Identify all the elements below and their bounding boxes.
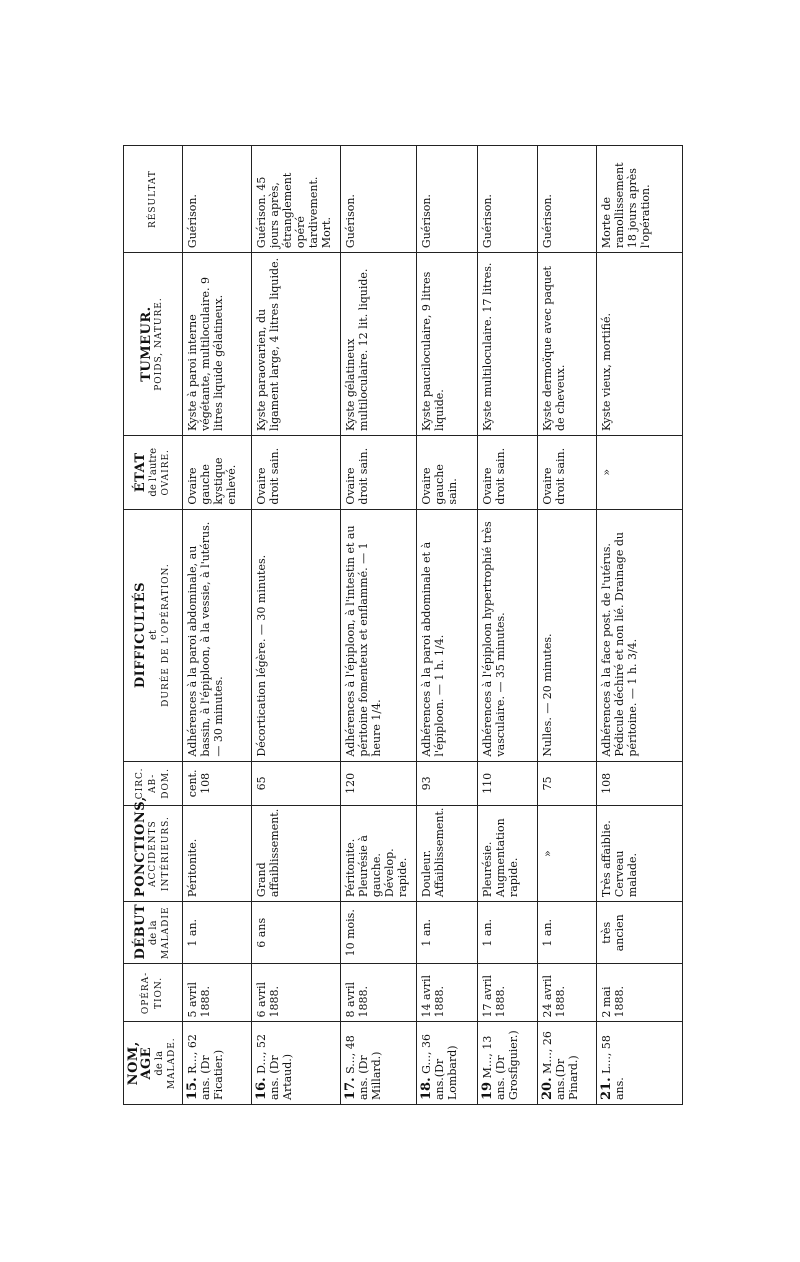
cell-etat: Ovaire droit sain. — [477, 435, 538, 509]
cell-difficultes: Adhérences à la face post. de l'utérus. Pédicule déchiré et non lié. Drainage du péritoine. — 1 h. 3/4. — [596, 509, 682, 761]
cell-tumeur: Kyste dermoïque avec paquet de cheveux. — [538, 253, 597, 436]
cell-ponctions: Très affaiblie. Cerveau malade. — [596, 806, 682, 902]
cell-name: 15. R..., 62 ans. (Dr Ficatier.) — [183, 1022, 252, 1105]
cell-operation: 17 avril 1888. — [477, 964, 538, 1022]
cell-resultat: Guérison. — [183, 146, 252, 253]
cell-tumeur: Kyste multiloculaire. 17 litres. — [477, 253, 538, 436]
header-debut: DÉBUT de la MALADIE — [124, 902, 183, 964]
cell-ponctions: Péritonite. — [183, 806, 252, 902]
cell-difficultes: Adhérences à la paroi abdominale, au bassin, à l'épiploon, à la vessie, à l'utérus. — 30 minutes. — [183, 509, 252, 761]
cell-name: 21. L..., 58 ans. — [596, 1022, 682, 1105]
header-circ: CIRC. AB- DOM. — [124, 761, 183, 806]
cell-tumeur: Kyste pauciloculaire, 9 litres liquide. — [416, 253, 477, 436]
table-row — [416, 146, 477, 1105]
cell-etat: Ovaire droit sain. — [341, 435, 416, 509]
cell-operation: 2 mai 1888. — [596, 964, 682, 1022]
cell-debut: 1 an. — [416, 902, 477, 964]
header-ponctions: PONCTIONS, ACCIDENTS INTÉRIEURS. — [124, 806, 183, 902]
header-etat: ÉTAT de l'autre OVAIRE. — [124, 435, 183, 509]
cell-tumeur: Kyste vieux, mortifié. — [596, 253, 682, 436]
cell-difficultes: Adhérences à l'épiploon, à l'intestin et au péritoine fomenteux et enflammé. — 1 heure 1/4. — [341, 509, 416, 761]
cell-debut: 6 ans — [252, 902, 341, 964]
table-row — [596, 146, 682, 1105]
cell-circ: 75 — [538, 761, 597, 806]
cell-etat: Ovaire gauche kystique enlevé. — [183, 435, 252, 509]
cell-tumeur: Kyste à paroi interne végétante, multiloculaire. 9 litres liquide gélatineux. — [183, 253, 252, 436]
cell-name: 20. M..., 26 ans.(Dr Pinard.) — [538, 1022, 597, 1105]
cell-ponctions: Pleurésie. Augmentation rapide. — [477, 806, 538, 902]
cell-debut: 1 an. — [183, 902, 252, 964]
unit-label: cent. — [186, 769, 199, 798]
cell-debut: 10 mois. — [341, 902, 416, 964]
cell-ponctions: » — [538, 806, 597, 902]
cell-tumeur: Kyste paraovarien, du ligament large, 4 litres liquide. — [252, 253, 341, 436]
cell-name: 18. G..., 36 ans.(Dr Lombard) — [416, 1022, 477, 1105]
cell-resultat: Guérison. — [341, 146, 416, 253]
cell-ponctions: Douleur. Affaiblissement. — [416, 806, 477, 902]
cell-resultat: Guérison. — [477, 146, 538, 253]
table-row — [183, 146, 252, 1105]
cell-difficultes: Décortication légère. — 30 minutes. — [252, 509, 341, 761]
cell-operation: 6 avril 1888. — [252, 964, 341, 1022]
table-row — [252, 146, 341, 1105]
cell-circ: 65 — [252, 761, 341, 806]
cell-resultat: Guérison. — [538, 146, 597, 253]
rotated-table-page — [123, 145, 683, 1105]
cell-circ: 93 — [416, 761, 477, 806]
cell-circ: cent. 108 — [183, 761, 252, 806]
table-header-row — [124, 146, 183, 1105]
cell-operation: 14 avril 1888. — [416, 964, 477, 1022]
table-row — [477, 146, 538, 1105]
table-row — [538, 146, 597, 1105]
cell-operation: 8 avril 1888. — [341, 964, 416, 1022]
cell-resultat: Guérison. 45 jours après, étranglement opéré tardivement. Mort. — [252, 146, 341, 253]
header-operation: OPÉRA- TION. — [124, 964, 183, 1022]
cell-difficultes: Adhérences à la paroi abdominale et à l'épiploon. — 1 h. 1/4. — [416, 509, 477, 761]
header-difficultes: DIFFICULTÉS et DURÉE DE L'OPÉRATION. — [124, 509, 183, 761]
cell-etat: Ovaire droit sain. — [252, 435, 341, 509]
cell-etat: » — [596, 435, 682, 509]
cell-name: 17. S..., 48 ans. (Dr Millard.) — [341, 1022, 416, 1105]
cell-debut: 1 an. — [477, 902, 538, 964]
cell-resultat: Guérison. — [416, 146, 477, 253]
cell-circ: 120 — [341, 761, 416, 806]
cell-ponctions: Grand affaiblissement. — [252, 806, 341, 902]
cell-difficultes: Nulles. — 20 minutes. — [538, 509, 597, 761]
cell-ponctions: Péritonite. Pleurésie à gauche. Dévelop. rapide. — [341, 806, 416, 902]
cell-etat: Ovaire gauche sain. — [416, 435, 477, 509]
header-resultat: RÉSULTAT — [124, 146, 183, 253]
header-name: NOM, AGE de la MALADE. — [124, 1022, 183, 1105]
header-tumeur: TUMEUR. POIDS, NATURE. — [124, 253, 183, 436]
cell-resultat: Morte de ramollissement 18 jours après l'opération. — [596, 146, 682, 253]
cell-debut: très ancien — [596, 902, 682, 964]
cell-operation: 24 avril 1888. — [538, 964, 597, 1022]
cell-tumeur: Kyste gélatineux multiloculaire. 12 lit. liquide. — [341, 253, 416, 436]
table-row — [341, 146, 416, 1105]
ovariotomy-table — [123, 145, 683, 1105]
cell-operation: 5 avril 1888. — [183, 964, 252, 1022]
cell-debut: 1 an. — [538, 902, 597, 964]
cell-circ: 110 — [477, 761, 538, 806]
cell-difficultes: Adhérences à l'épiploon hypertrophié très vasculaire. — 35 minutes. — [477, 509, 538, 761]
cell-name: 19 M..., 13 ans. (Dr Grosfiguier.) — [477, 1022, 538, 1105]
cell-circ: 108 — [596, 761, 682, 806]
cell-etat: Ovaire droit sain. — [538, 435, 597, 509]
cell-name: 16. D..., 52 ans. (Dr Artaud.) — [252, 1022, 341, 1105]
